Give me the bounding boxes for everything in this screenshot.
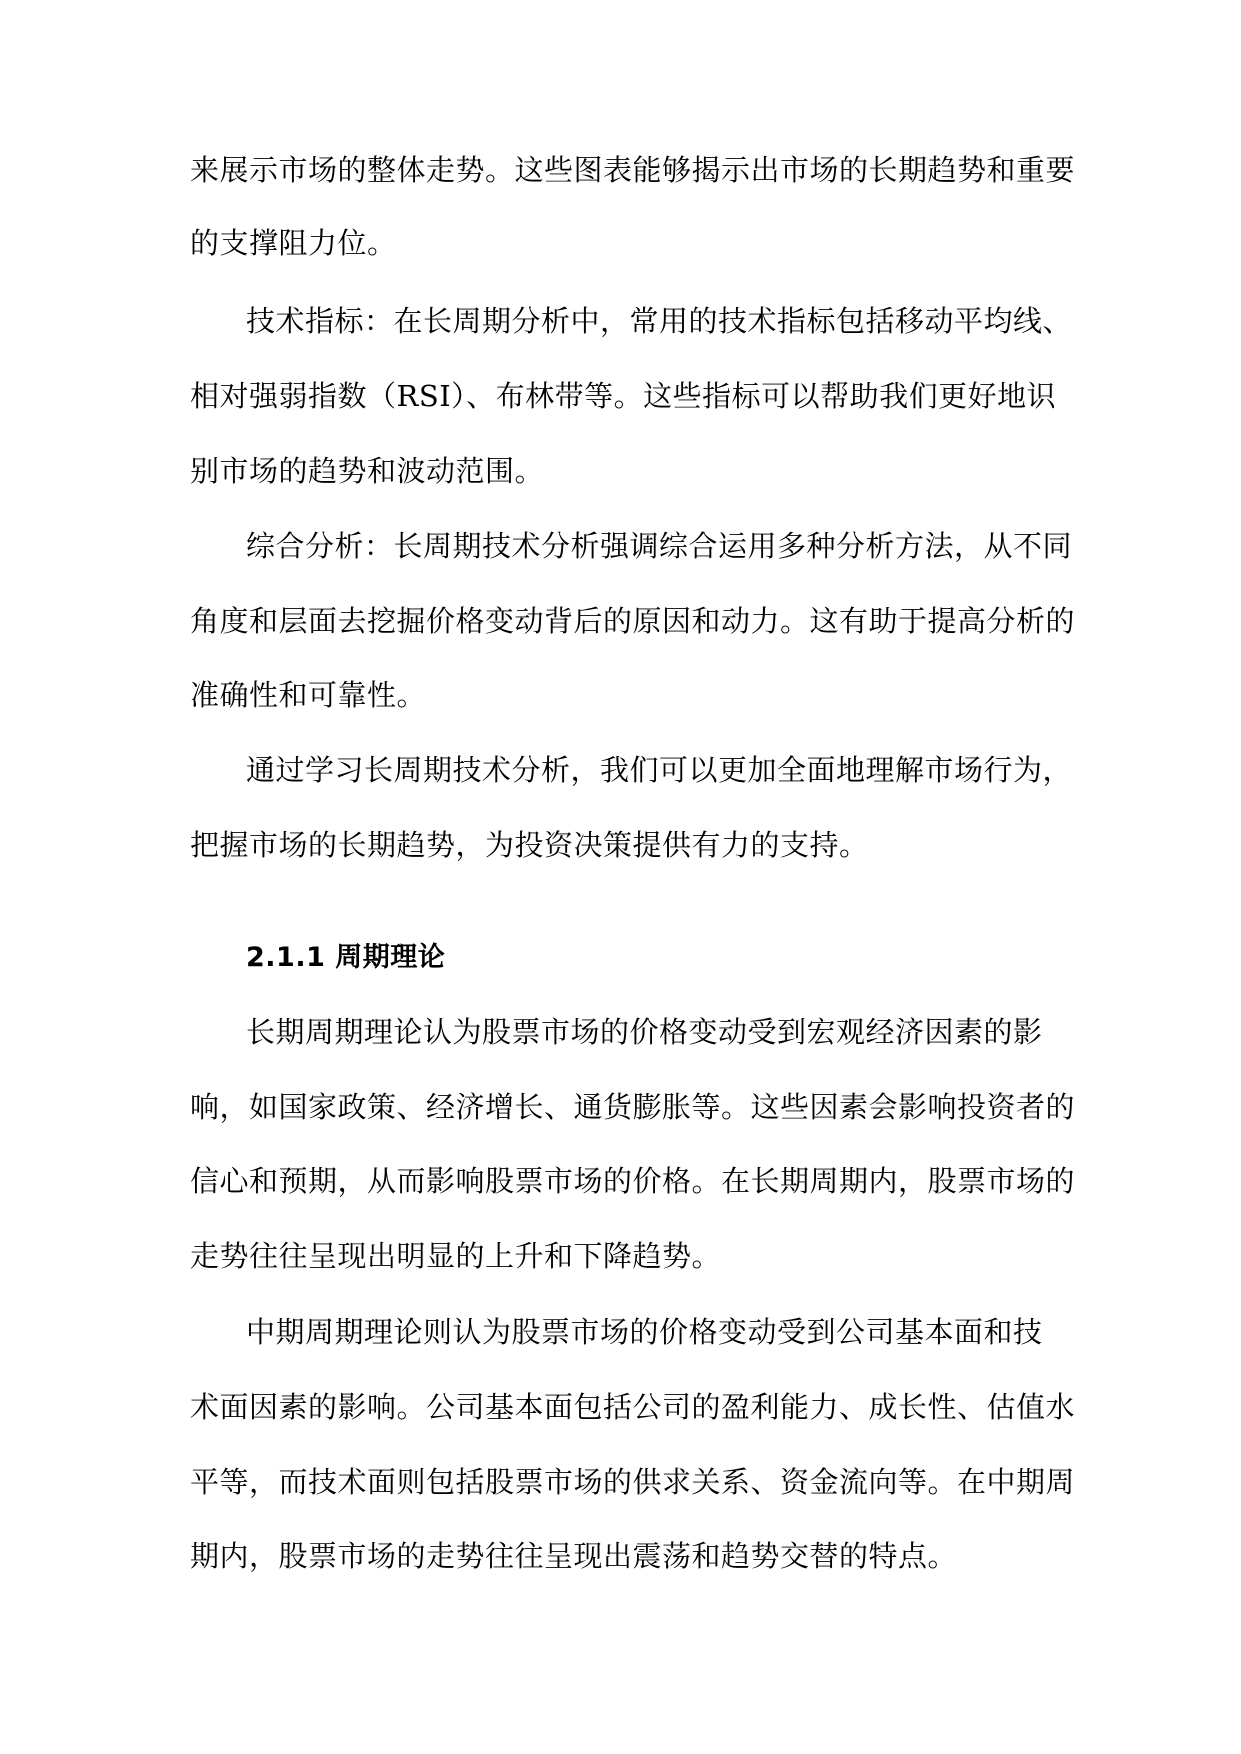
paragraph-line: 走势往往呈现出明显的上升和下降趋势。 [190, 1239, 722, 1273]
paragraph-line: 通过学习长周期技术分析，我们可以更加全面地理解市场行为， [246, 753, 1073, 787]
section-heading [246, 940, 445, 976]
paragraph-line: 别市场的趋势和波动范围。 [190, 454, 545, 488]
paragraph-line: 综合分析：长周期技术分析强调综合运用多种分析方法，从不同 [246, 529, 1073, 563]
paragraph-line: 角度和层面去挖掘价格变动背后的原因和动力。这有助于提高分析的 [190, 604, 1076, 638]
paragraph-line: 准确性和可靠性。 [190, 678, 427, 712]
paragraph-line: 响，如国家政策、经济增长、通货膨胀等。这些因素会影响投资者的 [190, 1090, 1076, 1124]
paragraph-line: 平等，而技术面则包括股票市场的供求关系、资金流向等。在中期周 [190, 1465, 1076, 1499]
paragraph-line: 的支撑阻力位。 [190, 226, 397, 260]
paragraph-line: 来展示市场的整体走势。这些图表能够揭示出市场的长期趋势和重要 [190, 153, 1076, 187]
section-title: 周期理论 [335, 942, 446, 973]
paragraph-line: 信心和预期，从而影响股票市场的价格。在长期周期内，股票市场的 [190, 1164, 1076, 1198]
paragraph-line: 术面因素的影响。公司基本面包括公司的盈利能力、成长性、估值水 [190, 1390, 1076, 1424]
paragraph-line: 技术指标：在长周期分析中，常用的技术指标包括移动平均线、 [246, 304, 1073, 338]
paragraph-line: 相对强弱指数（RSI）、布林带等。这些指标可以帮助我们更好地识 [190, 379, 1057, 413]
paragraph-line: 中期周期理论则认为股票市场的价格变动受到公司基本面和技 [246, 1315, 1043, 1349]
section-number: 2.1.1 [246, 942, 326, 973]
paragraph-line: 把握市场的长期趋势，为投资决策提供有力的支持。 [190, 828, 869, 862]
paragraph-line: 期内，股票市场的走势往往呈现出震荡和趋势交替的特点。 [190, 1539, 958, 1573]
paragraph-line: 长期周期理论认为股票市场的价格变动受到宏观经济因素的影 [246, 1015, 1043, 1049]
